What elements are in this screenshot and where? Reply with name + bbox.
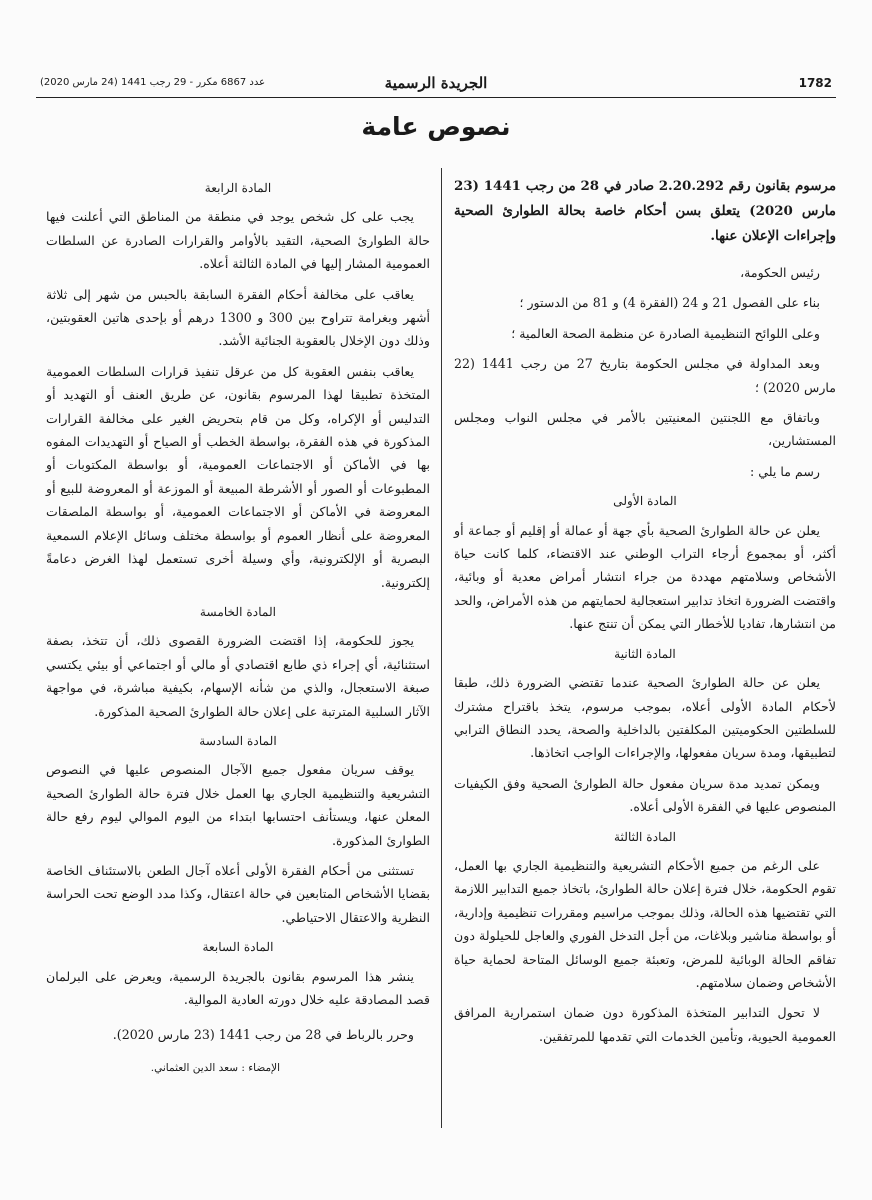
- left-column: [46, 174, 430, 1087]
- authority: رئيس الحكومة،: [740, 265, 820, 280]
- article-2-paragraph: يعلن عن حالة الطوارئ الصحية عندما تقتضي الضرورة ذلك، طبقا لأحكام المادة الأولى أعلاه، بموجب مرسوم، يتخذ باقتراح مشترك للسلطتين الحكوميتين المكلفتين بالداخلية والصحة، يحدد النطاق الترابي لتطبيقها، ومدة سريان مفعولها، والإجراءات الواجب اتخاذها.: [454, 675, 836, 761]
- preamble-item: وبعد المداولة في مجلس الحكومة بتاريخ 27 من رجب 1441 (22 مارس 2020) ؛: [454, 356, 836, 395]
- article-3-paragraph: لا تحول التدابير المتخذة المذكورة دون ضمان استمرارية المرافق العمومية الحيوية، وتأمين الخدمات التي تقدمها للمرتفقين.: [454, 1005, 836, 1044]
- article-5-text: يجوز للحكومة، إذا اقتضت الضرورة القصوى ذلك، أن تتخذ، بصفة استثنائية، أي إجراء ذي طابع اقتصادي أو مالي أو اجتماعي أو بيئي يكتسي صبغة الاستعجال، والذي من شأنه الإسهام، بكيفية مباشرة، في مواجهة الآثار السلبية المترتبة على إعلان حالة الطوارئ الصحية المذكورة.: [46, 633, 430, 719]
- place-date: وحرر بالرباط في 28 من رجب 1441 (23 مارس 2020).: [112, 1027, 414, 1043]
- preamble-item: بناء على الفصول 21 و 24 (الفقرة 4) و 81 من الدستور ؛: [519, 295, 820, 311]
- decrees-line: رسم ما يلي :: [749, 463, 820, 479]
- page-header: [36, 74, 836, 96]
- journal-title: الجريدة الرسمية: [384, 74, 488, 92]
- article-7-title: المادة السابعة: [202, 940, 274, 955]
- article-6-paragraph: تستثنى من أحكام الفقرة الأولى أعلاه آجال الطعن بالاستئناف الخاصة بقضايا الأشخاص المتابعين في حالة اعتقال، وكذا مدد الوضع تحت الحراسة النظرية والاعتقال الاحتياطي.: [46, 862, 430, 925]
- article-4-paragraph: يعاقب بنفس العقوبة كل من عرقل تنفيذ قرارات السلطات العمومية المتخذة تطبيقا لهذا المرسوم بقانون، عن طريق العنف أو التهديد أو التدليس أو الإكراه، وكل من قام بتحريض الغير على مخالفة القرارات المذكورة في هذه الفقرة، بواسطة الخطب أو الصياح أو التهديدات المفوه بها في الأماكن أو الاجتماعات العمومية، أو بواسطة المكتوبات أو المطبوعات أو الصور أو الأشرطة المبيعة أو الموزعة أو المعروضة للبيع أو المعروضة في الأماكن أو الاجتماعات العمومية، أو بواسطة الملصقات المعروضة على أنظار العموم أو بواسطة مختلف وسائل الإعلام السمعية البصرية أو الإلكترونية، وأي وسيلة أخرى تستعمل لهذا الغرض دعامةً إلكترونية.: [46, 363, 430, 590]
- preamble-item: وعلى اللوائح التنظيمية الصادرة عن منظمة الصحة العالمية ؛: [511, 325, 820, 341]
- column-divider: [441, 168, 442, 1128]
- article-5-title: المادة الخامسة: [199, 604, 277, 619]
- gazette-page: [36, 70, 836, 1180]
- preamble-item: وباتفاق مع اللجنتين المعنيتين بالأمر في مجلس النواب ومجلس المستشارين،: [454, 410, 836, 449]
- article-7-text: ينشر هذا المرسوم بقانون بالجريدة الرسمية، ويعرض على البرلمان قصد المصادقة عليه خلال دورته العادية الموالية.: [46, 968, 430, 1007]
- issue-info: عدد 6867 مكرر - 29 رجب 1441 (24 مارس 2020): [40, 77, 266, 88]
- article-2-paragraph: ويمكن تمديد مدة سريان مفعول حالة الطوارئ الصحية وفق الكيفيات المنصوص عليها في الفقرة الأولى أعلاه.: [454, 775, 836, 815]
- article-6-title: المادة السادسة: [199, 733, 277, 748]
- article-6-paragraph: يوقف سريان مفعول جميع الآجال المنصوص عليها في النصوص التشريعية والتنظيمية الجاري بها العمل خلال فترة حالة الطوارئ الصحية المعلن عنها، ويستأنف احتسابها ابتداء من اليوم الموالي ليوم رفع حالة الطوارئ المذكورة.: [46, 762, 430, 848]
- article-1-text: يعلن عن حالة الطوارئ الصحية بأي جهة أو عمالة أو إقليم أو جماعة أو أكثر، أو بمجموع أرجاء التراب الوطني عند الاقتضاء، كلما كانت حياة الأشخاص وسلامتهم مهددة من جراء انتشار أمراض معدية أو وبائية، واقتضت الضرورة اتخاذ تدابير استعجالية لحمايتهم من هذه الأمراض، والحد من انتشارها، تفاديا للأخطار التي يمكن أن تنتج عنها.: [454, 522, 836, 632]
- header-rule: [36, 97, 836, 98]
- article-2-title: المادة الثانية: [614, 646, 676, 661]
- article-3-title: المادة الثالثة: [614, 829, 676, 844]
- article-4-title: المادة الرابعة: [204, 181, 272, 195]
- article-4-paragraph: يعاقب على مخالفة أحكام الفقرة السابقة بالحبس من شهر إلى ثلاثة أشهر وبغرامة تتراوح بين 300 و 1300 درهم أو بإحدى هاتين العقوبتين، وذلك دون الإخلال بالعقوبة الجنائية الأشد.: [46, 286, 430, 349]
- section-title: نصوص عامة: [361, 112, 511, 141]
- article-3-paragraph: على الرغم من جميع الأحكام التشريعية والتنظيمية الجاري بها العمل، تقوم الحكومة، خلال فترة إعلان حالة الطوارئ، باتخاذ جميع التدابير اللازمة التي تقتضيها هذه الحالة، وذلك بموجب مراسيم ومقررات تنظيمية وإدارية، أو بواسطة مناشير وبلاغات، من أجل التدخل الفوري والعاجل للحيلولة دون تفاقم الحالة الوبائية للمرض، وتعبئة جميع الوسائل المتاحة لحماية حياة الأشخاص وضمان سلامتهم.: [454, 857, 836, 990]
- signature: الإمضاء : سعد الدين العثماني.: [150, 1061, 280, 1074]
- article-4-paragraph: يجب على كل شخص يوجد في منطقة من المناطق التي أعلنت فيها حالة الطوارئ الصحية، التقيد بالأوامر والقرارات الصادرة عن السلطات العمومية المشار إليها في المادة الثالثة أعلاه.: [46, 209, 430, 272]
- right-column: [454, 174, 836, 1055]
- page-number: 1782: [798, 76, 832, 90]
- decree-title: مرسوم بقانون رقم 2.20.292 صادر في 28 من رجب 1441 (23 مارس 2020) يتعلق بسن أحكام خاصة بحالة الطوارئ الصحية وإجراءات الإعلان عنها.: [454, 178, 836, 244]
- article-1-title: المادة الأولى: [613, 494, 677, 509]
